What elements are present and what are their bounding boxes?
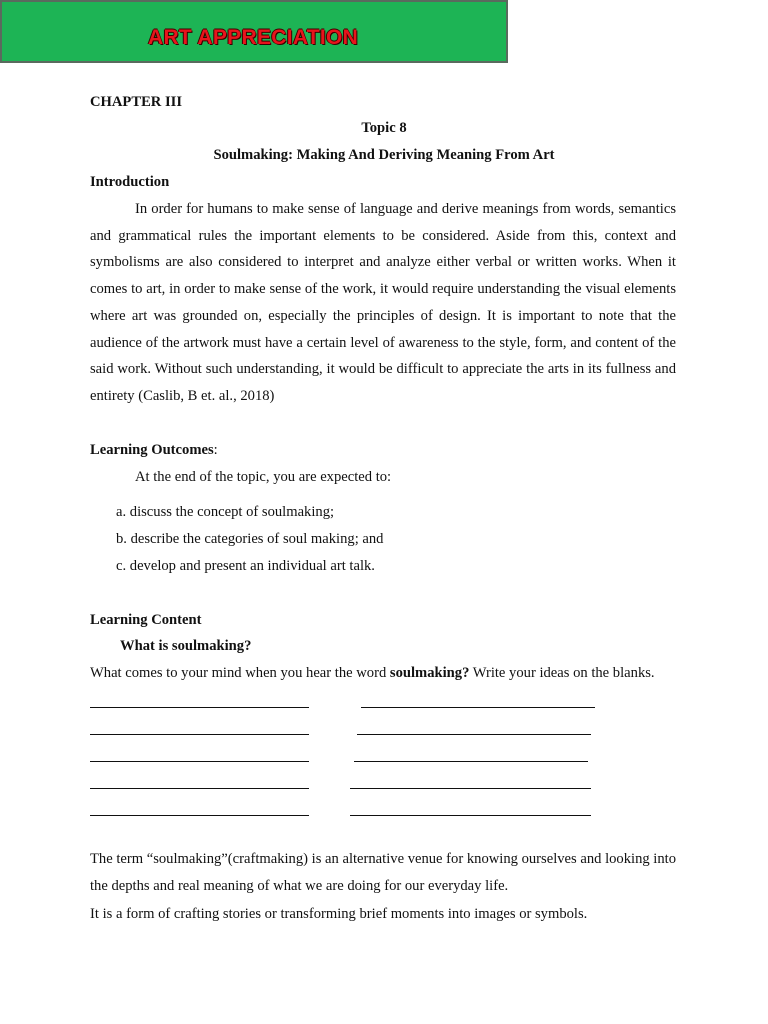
answer-blank[interactable] xyxy=(361,707,595,708)
page-title: Soulmaking: Making And Deriving Meaning From Art xyxy=(213,147,555,163)
soulmaking-definition: The term “soulmaking”(craftmaking) is an alternative venue for knowing ourselves and looking into the depths and real meaning of what we are doing for our everyday life. xyxy=(90,851,677,894)
answer-blank[interactable] xyxy=(90,707,309,708)
answer-blank[interactable] xyxy=(350,788,591,789)
prompt-text-start: What comes to your mind when you hear the word xyxy=(90,665,390,681)
introduction-heading: Introduction xyxy=(90,174,170,190)
outcomes-heading-text: Learning Outcomes xyxy=(90,442,214,458)
answer-blank[interactable] xyxy=(90,815,309,816)
learning-content-heading: Learning Content xyxy=(90,612,202,628)
outcome-item-c: c. develop and present an individual art talk. xyxy=(116,558,375,574)
blanks-prompt xyxy=(90,665,655,682)
banner-title: ART APPRECIATION xyxy=(148,26,359,49)
prompt-keyword: soulmaking? xyxy=(389,665,470,681)
question-heading: What is soulmaking? xyxy=(120,638,252,654)
outcomes-heading-colon: : xyxy=(213,442,218,458)
answer-blank[interactable] xyxy=(90,788,309,789)
answer-blank[interactable] xyxy=(354,761,588,762)
prompt-text-end: Write your ideas on the blanks. xyxy=(469,665,655,681)
answer-blank[interactable] xyxy=(90,761,309,762)
outcomes-heading xyxy=(90,442,218,459)
header-banner xyxy=(0,0,508,63)
outcomes-lead: At the end of the topic, you are expected to: xyxy=(135,469,392,485)
answer-blank[interactable] xyxy=(90,734,309,735)
introduction-paragraph: In order for humans to make sense of language and derive meanings from words, semantics and grammatical rules the important elements to be considered. Aside from this, context and symbolisms are also considered to interpret and analyze either verbal or written works. When it comes to art, in order to make sense of the work, it would require understanding the visual elements where art was grounded on, especially the principles of design. It is important to note that the audience of the artwork must have a certain level of awareness to the style, form, and content of the said work. Without such understanding, it would be difficult to appreciate the arts in its fullness and entirety (Caslib, B et. al., 2018) xyxy=(90,201,676,404)
outcome-item-a: a. discuss the concept of soulmaking; xyxy=(116,504,335,520)
answer-blank[interactable] xyxy=(357,734,591,735)
chapter-label: CHAPTER III xyxy=(90,94,183,110)
topic-label: Topic 8 xyxy=(361,120,407,136)
soulmaking-description: It is a form of crafting stories or transforming brief moments into images or symbols. xyxy=(90,906,588,922)
answer-blank[interactable] xyxy=(350,815,591,816)
outcome-item-b: b. describe the categories of soul making; and xyxy=(116,531,384,547)
